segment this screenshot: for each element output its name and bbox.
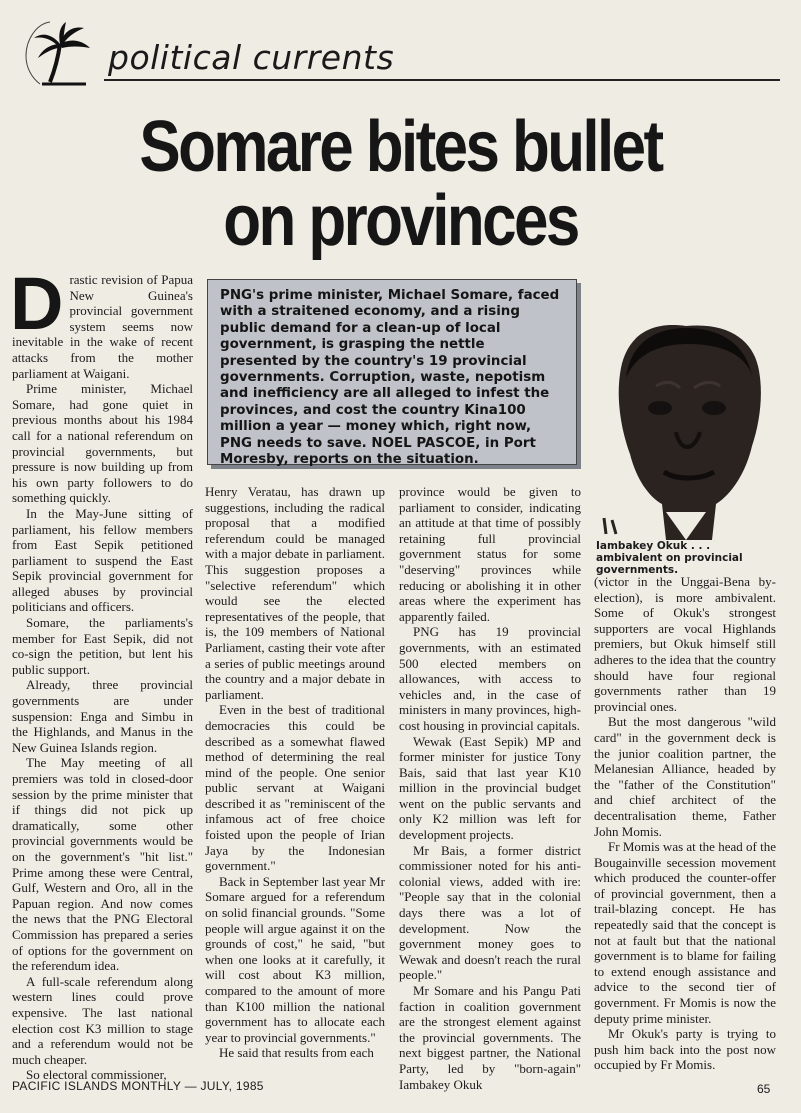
article-paragraph: Even in the best of traditional democracies this could be described as a somewhat flawed method of determining the real mind of the people. One senior public servant at Waigani described it as "reminiscent of the infamous act of free choice foisted upon the people of Irian Jaya by the Indonesian government.": [205, 702, 385, 874]
palm-tree-logo-icon: [22, 18, 104, 88]
drop-cap: D: [10, 262, 64, 345]
article-paragraph: But the most dangerous "wild card" in the government deck is the junior coalition partner, the Melanesian Alliance, headed by the "father of the Constitution" and chief architect of the decentralisation theme, Father John Momis.: [594, 714, 776, 839]
article-paragraph: Back in September last year Mr Somare argued for a referendum on solid financial grounds. "Some people will argue against it on the grounds of cost," he said, "but when one looks at it carefully, it will cost about K3 million, compared to the amount of more than K100 million the national government has to allocate each year to provincial governments.": [205, 873, 385, 1045]
article-paragraph: Already, three provincial governments are under suspension: Enga and Simbu in the Highlands, and Manus in the New Guinea Islands region.: [12, 677, 193, 755]
article-paragraph: Fr Momis was at the head of the Bougainville secession movement which produced the counter-offer of provincial government, then a trail-blazing concept. He has repeatedly said that the concept is not at fault but that the national government is to blame for failing to extend enough assistance and advice to the second tier of government. Fr Momis is now the deputy prime minister.: [594, 839, 776, 1026]
article-paragraph: So electoral commissioner,: [26, 1067, 167, 1083]
article-paragraph: A full-scale referendum along western lines could prove expensive. The last national election cost K3 million to stage and a referendum would not be much cheaper.: [12, 973, 193, 1067]
article-paragraph: Mr Somare and his Pangu Pati faction in coalition government are the strongest element against the provincial governments. The next biggest partner, the National Party, led by "born-again" Iambakey Okuk: [399, 983, 581, 1092]
photo-caption: Iambakey Okuk . . . ambivalent on provincial governments.: [596, 540, 743, 576]
article-paragraph: Mr Okuk's party is trying to push him back into the post now occupied by Fr Momis.: [594, 1026, 776, 1073]
section-divider: [104, 79, 780, 81]
article-column-1: [10, 262, 193, 1083]
article-paragraph: He said that results from each: [219, 1045, 374, 1061]
headline-line-1: Somare bites bullet: [139, 107, 662, 187]
portrait-image: [596, 282, 776, 540]
article-paragraph: province would be given to parliament to consider, indicating an attitude at that time of possibly retaining full provincial government status for some "deserving" provinces while reducing or abolishing it in other areas where the experiment has apparently failed.: [399, 484, 581, 624]
article-column-4: [594, 574, 776, 1073]
headline: [56, 107, 745, 261]
article-paragraph: Drastic revision of Papua New Guinea's provincial government system seems now inevitable in the wake of recent attacks from the mother parliament at Waigani.: [10, 262, 193, 381]
article-paragraph: Prime minister, Michael Somare, had gone quiet in previous months about his 1984 call for a national referendum on provincial governments, but pressure is now building up from his own party followers to do something quickly.: [12, 381, 193, 506]
headline-line-2: on provinces: [223, 181, 578, 261]
standfirst-box: [207, 279, 577, 468]
portrait-photo: [596, 282, 776, 540]
standfirst-text: PNG's prime minister, Michael Somare, faced with a straitened economy, and a rising public demand for a clean-up of local government, is grasping the nettle presented by the country's 19 provincial governments. Corruption, waste, nepotism and inefficiency are all alleged to infest the provinces, and cost the country Kina100 million a year — money which, right now, PNG needs to save. NOEL PASCOE, in Port Moresby, reports on the situation.: [220, 288, 560, 468]
article-paragraph: Mr Bais, a former district commissioner noted for his anti-colonial views, added with ire: "People say that in the colonial days there was a lot of development. Now the government money goes to Wewak and doesn't reach the rural people.": [399, 842, 581, 983]
article-paragraph: Somare, the parliaments's member for East Sepik, did not co-sign the petition, but lent his public support.: [12, 615, 193, 677]
article-paragraph: The May meeting of all premiers was told in closed-door session by the prime minister that if things did not pick up dramatically, some other provincial governments would be on the government's "hit list." Prime among these were Central, Gulf, Western and Oro, all in the Papuan region. And now comes the news that the PNG Electoral Commission has prepared a series of options for the government on the referendum idea.: [12, 755, 193, 974]
article-column-2: [205, 484, 385, 1061]
article-paragraph: PNG has 19 provincial governments, with an estimated 500 elected members on allowances, with access to vehicles and, in the case of ministers in many provinces, high-cost housing in provincial capitals.: [399, 624, 581, 733]
article-column-3: [399, 484, 581, 1092]
article-paragraph: In the May-June sitting of parliament, his fellow members from East Sepik petitioned parliament to suspend the East Sepik provincial government for alleged abuses by provincial politicians and officers.: [12, 505, 193, 615]
article-paragraph: (victor in the Unggai-Bena by-election), is more ambivalent. Some of Okuk's strongest supporters are vocal Highlands premiers, but Okuk himself still adheres to the idea that the country should have four regional governments rather than 19 provincial ones.: [594, 574, 776, 714]
article-paragraph: Wewak (East Sepik) MP and former minister for justice Tony Bais, said that last year K10 million in the provincial budget went on the public servants and only K2 million was left for development projects.: [399, 733, 581, 843]
publication-footer: PACIFIC ISLANDS MONTHLY — JULY, 1985: [12, 1079, 264, 1093]
page-number: 65: [757, 1082, 771, 1096]
article-paragraph: Henry Veratau, has drawn up suggestions, including the radical proposal that a modified referendum could be managed with a major debate in parliament. This suggestion proposes a "selective referendum" which would see the elected representatives of the people, that is, the 109 members of National Parliament, casting their vote after a series of public meetings around the country and a major debate in parliament.: [205, 484, 385, 702]
section-label: political currents: [108, 38, 395, 77]
